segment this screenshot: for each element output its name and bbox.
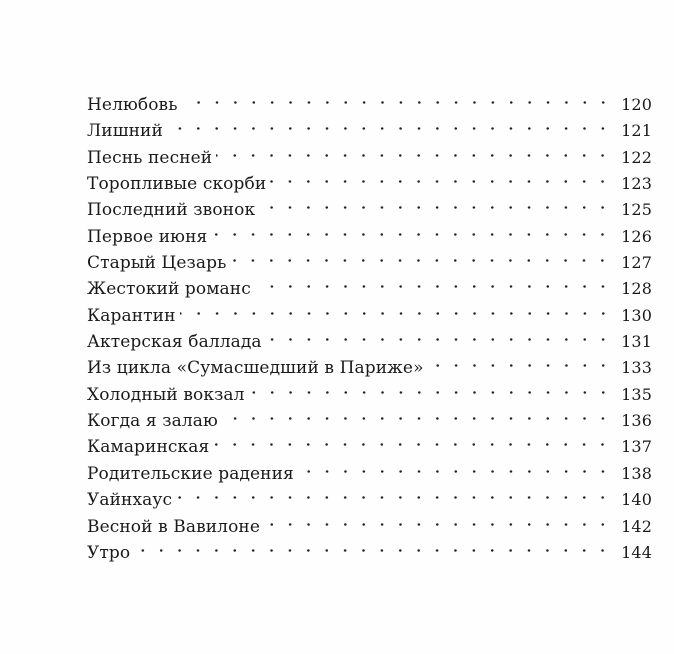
- toc-entry-page-number: 133: [621, 358, 652, 378]
- toc-entry-title: Весной в Вавилоне: [87, 516, 261, 537]
- table-of-contents: [87, 84, 652, 563]
- toc-entry-page-number: 126: [621, 226, 652, 246]
- toc-entry-page-number: 135: [621, 384, 652, 404]
- dot-leader: [182, 84, 612, 110]
- toc-entry-title: Карантин: [87, 305, 176, 326]
- toc-entry: [87, 532, 652, 563]
- toc-entry-page-number: 127: [621, 253, 652, 273]
- toc-entry-title: Холодный вокзал: [87, 384, 245, 405]
- toc-entry-title: Камаринская: [87, 437, 210, 458]
- toc-entry-page-number: 123: [621, 174, 652, 194]
- toc-entry: [87, 84, 652, 115]
- toc-entry-page-number: 140: [621, 490, 652, 510]
- dot-leader: [298, 453, 612, 479]
- toc-entry-page-number: 121: [621, 121, 652, 141]
- toc-entry-title: Первое июня: [87, 226, 208, 247]
- toc-entry-page-number: 125: [621, 200, 652, 220]
- toc-entry-title: Родительские радения: [87, 463, 294, 484]
- toc-entry-title: Уайнхаус: [87, 490, 173, 511]
- dot-leader: [180, 295, 612, 321]
- toc-entry-page-number: 120: [621, 95, 652, 114]
- toc-entry-title: Актерская баллада: [87, 332, 262, 353]
- toc-entry-title: Когда я залаю: [87, 411, 218, 432]
- toc-entry: [87, 110, 652, 142]
- dot-leader: [134, 532, 612, 558]
- dot-leader: [270, 163, 612, 189]
- toc-entry-page-number: 122: [621, 147, 652, 167]
- toc-entry-title: Утро: [87, 542, 131, 563]
- dot-leader: [266, 321, 612, 347]
- dot-leader: [259, 189, 612, 215]
- dot-leader: [176, 479, 612, 505]
- toc-entry-title: Жестокий романс: [87, 279, 251, 300]
- toc-entry-page-number: 138: [621, 463, 652, 483]
- toc-entry-title: Песнь песней: [87, 147, 213, 168]
- dot-leader: [264, 506, 612, 532]
- dot-leader: [216, 137, 612, 163]
- toc-entry-title: Нелюбовь: [87, 95, 178, 115]
- dot-leader: [428, 347, 612, 373]
- toc-entry-title: Торопливые скорби: [87, 174, 267, 195]
- toc-entry-title: Из цикла «Сумасшедший в Париже»: [87, 358, 424, 379]
- dot-leader: [213, 426, 612, 452]
- dot-leader: [222, 400, 612, 426]
- toc-entry-page-number: 142: [621, 516, 652, 536]
- dot-leader: [230, 242, 612, 268]
- toc-entry-title: Последний звонок: [87, 200, 256, 221]
- toc-entry: [87, 137, 652, 168]
- dot-leader: [211, 216, 612, 242]
- toc-entry-page-number: 128: [621, 279, 652, 299]
- toc-entry-page-number: 137: [621, 437, 652, 457]
- toc-entry-page-number: 131: [621, 332, 652, 352]
- toc-entry-title: Лишний: [87, 121, 163, 142]
- dot-leader: [249, 374, 612, 400]
- dot-leader: [167, 110, 612, 136]
- toc-entry-page-number: 136: [621, 411, 652, 431]
- toc-entry-page-number: 130: [621, 305, 652, 325]
- toc-entry-page-number: 144: [621, 542, 652, 562]
- dot-leader: [255, 268, 612, 294]
- toc-entry-title: Старый Цезарь: [87, 253, 227, 274]
